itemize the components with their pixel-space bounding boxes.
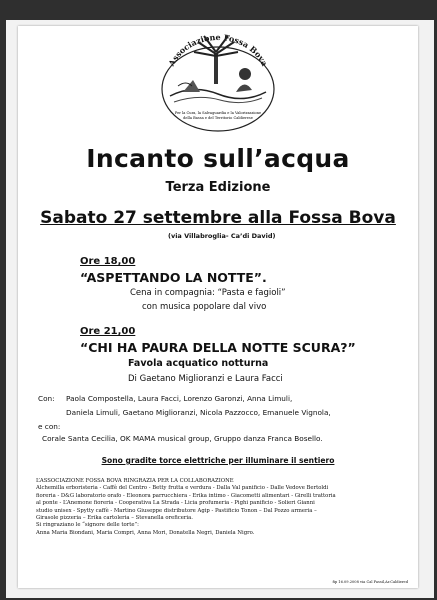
event1-line1: Cena in compagnia: “Pasta e fagioli” [130, 288, 286, 298]
event2-line1: Favola acquatico notturna [128, 358, 269, 369]
event2-line2: Di Gaetano Miglioranzi e Laura Facci [128, 374, 283, 384]
thanks-heading: L’ASSOCIAZIONE FOSSA BOVA RINGRAZIA PER LA COLLABORAZIONE [36, 478, 234, 484]
event1-line2: con musica popolare dal vivo [142, 302, 267, 312]
print-footer: fip 16.09.2008 via Cal Fassil,Ar.Caldiered [332, 580, 408, 584]
poster-page [18, 26, 418, 588]
event-title: Incanto sull’acqua [86, 144, 350, 173]
logo-arc-text: Associazione Fossa Bova [166, 34, 270, 68]
thanks-line: al ponte - L’Anemone fioreria - Cooperativa La Strada - Licia profumeria - Pighi panificio - Solieri Gianni [36, 500, 315, 507]
thanks-line: Alchemilla erboristeria - Caffè del Centro - Betty frutta e verdura - Dalla Val panificio - Dalle Vedove Bertoldi [36, 485, 329, 492]
thanks-line: Anna Maria Biondani, Maria Compri, Anna Mori, Donatella Negri, Daniela Nigro. [36, 529, 255, 536]
event2-title: “CHI HA PAURA DELLA NOTTE SCURA?” [80, 340, 356, 355]
logo-emblem [148, 34, 288, 134]
participants-line3: Corale Santa Cecilia, OK MAMA musical group, Gruppo danza Franca Bosello. [42, 434, 323, 443]
participants-line1: Paola Compostella, Laura Facci, Lorenzo Garonzi, Anna Limuli, [66, 394, 293, 403]
event1-title: “ASPETTANDO LA NOTTE”. [80, 270, 267, 285]
thanks-line: Girasole pizzeria – Erika cartoleria – Stevanella oreficeria. [36, 515, 193, 522]
event1-time: Ore 18,00 [80, 256, 136, 267]
logo-caption-1: Per la Cura, la Salvaguardia e la Valorizzazione [174, 111, 262, 115]
association-logo [148, 34, 288, 134]
date-location-line: Sabato 27 settembre alla Fossa Bova [40, 208, 396, 228]
address-note: (via Villabroglia- Ca’di David) [168, 232, 276, 240]
thanks-line: studio unisex - Spytty caffè - Martino Giuseppe distributore Agip - Pastificio Tonon – Dal Pozzo armeria – [36, 507, 317, 514]
participants-label: Con: [38, 394, 55, 403]
thanks-line: fioreria - D&G laboratorio orafo - Eleonora parrucchiera - Erika intimo - Giacometti alimentari - Girelli trattoria [36, 492, 336, 499]
thanks-line: Si ringraziano le “signore delle torte”: [36, 522, 139, 529]
participants-label2: e con: [38, 422, 61, 431]
edition-label: Terza Edizione [165, 180, 271, 195]
torch-note: Sono gradite torce elettriche per illuminare il sentiero [101, 456, 335, 465]
event2-time: Ore 21,00 [80, 326, 136, 337]
logo-caption-2: della Bassa e del Territorio Caldierese [183, 116, 253, 120]
thanks-block [36, 478, 406, 537]
participants-line2: Daniela Limuli, Gaetano Miglioranzi, Nicola Pazzocco, Emanuele Vignola, [66, 408, 331, 417]
